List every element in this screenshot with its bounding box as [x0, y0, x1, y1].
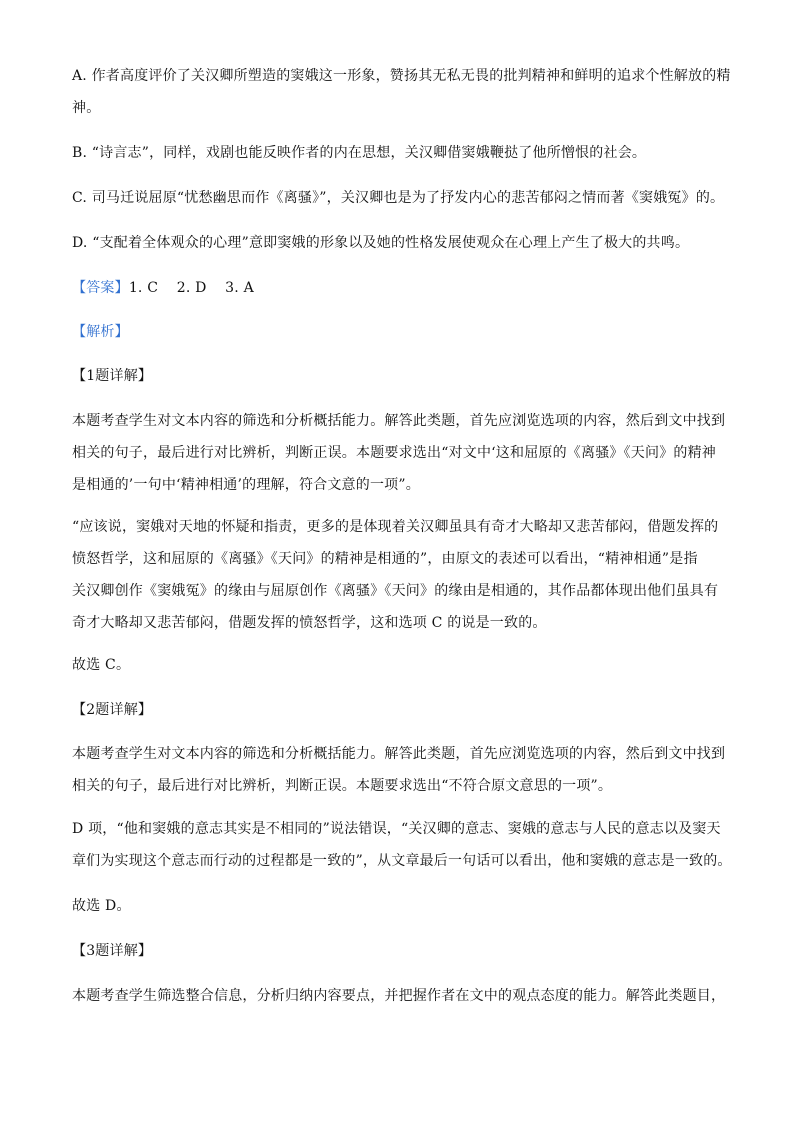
q1-paragraph-1-line-3: 是相通的’一句中‘精神相通’的理解，符合文意的一项”。: [72, 477, 420, 493]
q2-conclusion: 故选 D。: [72, 898, 131, 914]
q2-paragraph-1-line-1: 本题考查学生对文本内容的筛选和分析概括能力。解答此类题，首先应浏览选项的内容，然后到文中找到: [72, 746, 726, 762]
q2-paragraph-1-line-2: 相关的句子，最后进行对比辨析，判断正误。本题要求选出“不符合原文意思的一项”。: [72, 778, 613, 794]
answer-label: 【答案】: [72, 280, 129, 296]
answer-text: 1. C 2. D 3. A: [128, 280, 254, 296]
q1-paragraph-2-line-4: 奇才大略却又悲苦郁闷，借题发挥的愤怒哲学，这和选项 C 的说是一致的。: [72, 615, 547, 631]
option-a-line-1: A. 作者高度评价了关汉卿所塑造的窦娥这一形象，赞扬其无私无畏的批判精神和鲜明的追求个性解放的精: [72, 68, 731, 84]
q1-paragraph-2-line-3: 关汉卿创作《窦娥冤》的缘由与屈原创作《离骚》《天问》的缘由是相通的，其作品都体现出他们虽具有: [72, 583, 719, 599]
option-b: B. “诗言志”，同样，戏剧也能反映作者的内在思想，关汉卿借窦娥鞭挞了他所憎恨的社会。: [72, 145, 647, 161]
q1-paragraph-2-line-1: “应该说，窦娥对天地的怀疑和指责，更多的是体现着关汉卿虽具有奇才大略却又悲苦郁闷，借题发挥的: [72, 519, 719, 535]
q1-conclusion: 故选 C。: [72, 657, 131, 673]
q2-paragraph-2-line-2: 章们为实现这个意志而行动的过程都是一致的”，从文章最后一句话可以看出，他和窦娥的意志是一致的。: [72, 853, 732, 869]
option-a-line-2: 神。: [72, 100, 101, 116]
q2-heading: 【2题详解】: [72, 702, 153, 718]
option-d: D. “支配着全体观众的心理”意即窦娥的形象以及她的性格发展使观众在心理上产生了极大的共鸣。: [72, 235, 690, 251]
analysis-label: 【解析】: [72, 324, 129, 340]
q1-heading: 【1题详解】: [72, 368, 153, 384]
q1-paragraph-2-line-2: 愤怒哲学，这和屈原的《离骚》《天问》的精神是相通的”，由原文的表述可以看出，“精神相通”是指: [72, 551, 698, 567]
option-c: C. 司马迁说屈原“忧愁幽思而作《离骚》”，关汉卿也是为了抒发内心的悲苦郁闷之情而著《窦娥冤》的。: [72, 190, 725, 206]
q1-paragraph-1-line-1: 本题考查学生对文本内容的筛选和分析概括能力。解答此类题，首先应浏览选项的内容，然后到文中找到: [72, 413, 726, 429]
q3-heading: 【3题详解】: [72, 943, 153, 959]
q3-paragraph-1-line-1: 本题考查学生筛选整合信息，分析归纳内容要点，并把握作者在文中的观点态度的能力。解答此类题目，: [72, 988, 726, 1004]
q1-paragraph-1-line-2: 相关的句子，最后进行对比辨析，判断正误。本题要求选出“对文中‘这和屈原的《离骚》《天问》的精神: [72, 445, 717, 461]
answer-line: [72, 278, 732, 298]
q2-paragraph-2-line-1: D 项，“他和窦娥的意志其实是不相同的”说法错误，“关汉卿的意志、窦娥的意志与人民的意志以及窦天: [72, 821, 721, 837]
